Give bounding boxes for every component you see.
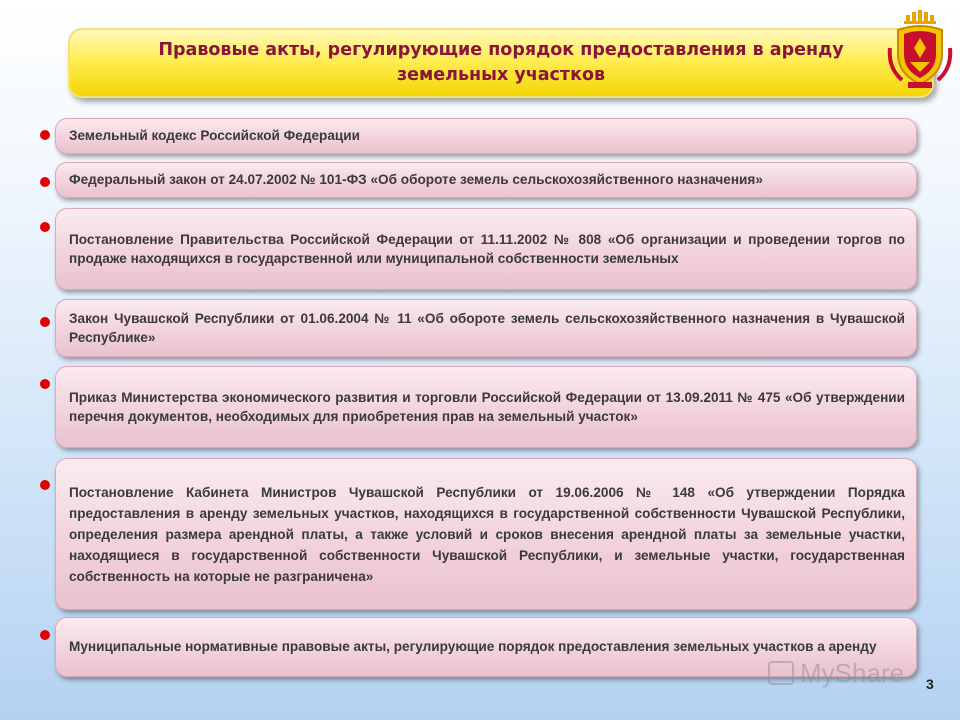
watermark <box>768 655 928 691</box>
list-item-text: Федеральный закон от 24.07.2002 № 101-ФЗ «Об обороте земель сельскохозяйственного назначения» <box>69 172 763 188</box>
presentation-icon <box>768 661 794 685</box>
list-item-box <box>55 208 917 290</box>
list-item-text: Муниципальные нормативные правовые акты, регулирующие порядок предоставления земельных участков а аренду <box>69 639 877 655</box>
bullet-icon <box>40 630 50 640</box>
list-item-text: Приказ Министерства экономического развития и торговли Российской Федерации от 13.09.2011 № 475 «Об утверждении перечня документов, необходимых для приобретения прав на земельный участок» <box>69 389 905 424</box>
list-item-text: Закон Чувашской Республики от 01.06.2004 № 11 «Об обороте земель сельскохозяйственного назначения в Чувашской Республике» <box>69 310 905 345</box>
list-item-text: Постановление Правительства Российской Федерации от 11.11.2002 № 808 «Об организации и проведении торгов по продаже находящихся в государственной или муниципальной собственности земельных <box>69 231 905 266</box>
bullet-icon <box>40 130 50 140</box>
page-title: Правовые акты, регулирующие порядок предоставления в аренду земельных участков <box>158 40 844 85</box>
list-item-text: Земельный кодекс Российской Федерации <box>69 128 360 144</box>
watermark-text: MyShare <box>800 657 905 688</box>
bullet-icon <box>40 379 50 389</box>
bullet-icon <box>40 222 50 232</box>
list-item-box <box>55 118 917 154</box>
list-item-text: Постановление Кабинета Министров Чувашской Республики от 19.06.2006 № 148 «Об утверждении Порядка предоставления в аренду земельных участков, находящихся в государственной собственности Чувашской Республики, определения размера арендной платы, а также условий и сроков внесения арендной платы за земельные участки, находящиеся в государственной собственности Чувашской Республики, и земельные участки, государственная собственность на которые не разграничена» <box>69 484 905 584</box>
list-item-box <box>55 162 917 198</box>
bullet-icon <box>40 317 50 327</box>
bullet-icon <box>40 177 50 187</box>
list-item-box <box>55 366 917 448</box>
page-number: 3 <box>926 676 934 692</box>
list-item-box <box>55 299 917 357</box>
bullet-icon <box>40 480 50 490</box>
list-item-box <box>55 458 917 610</box>
